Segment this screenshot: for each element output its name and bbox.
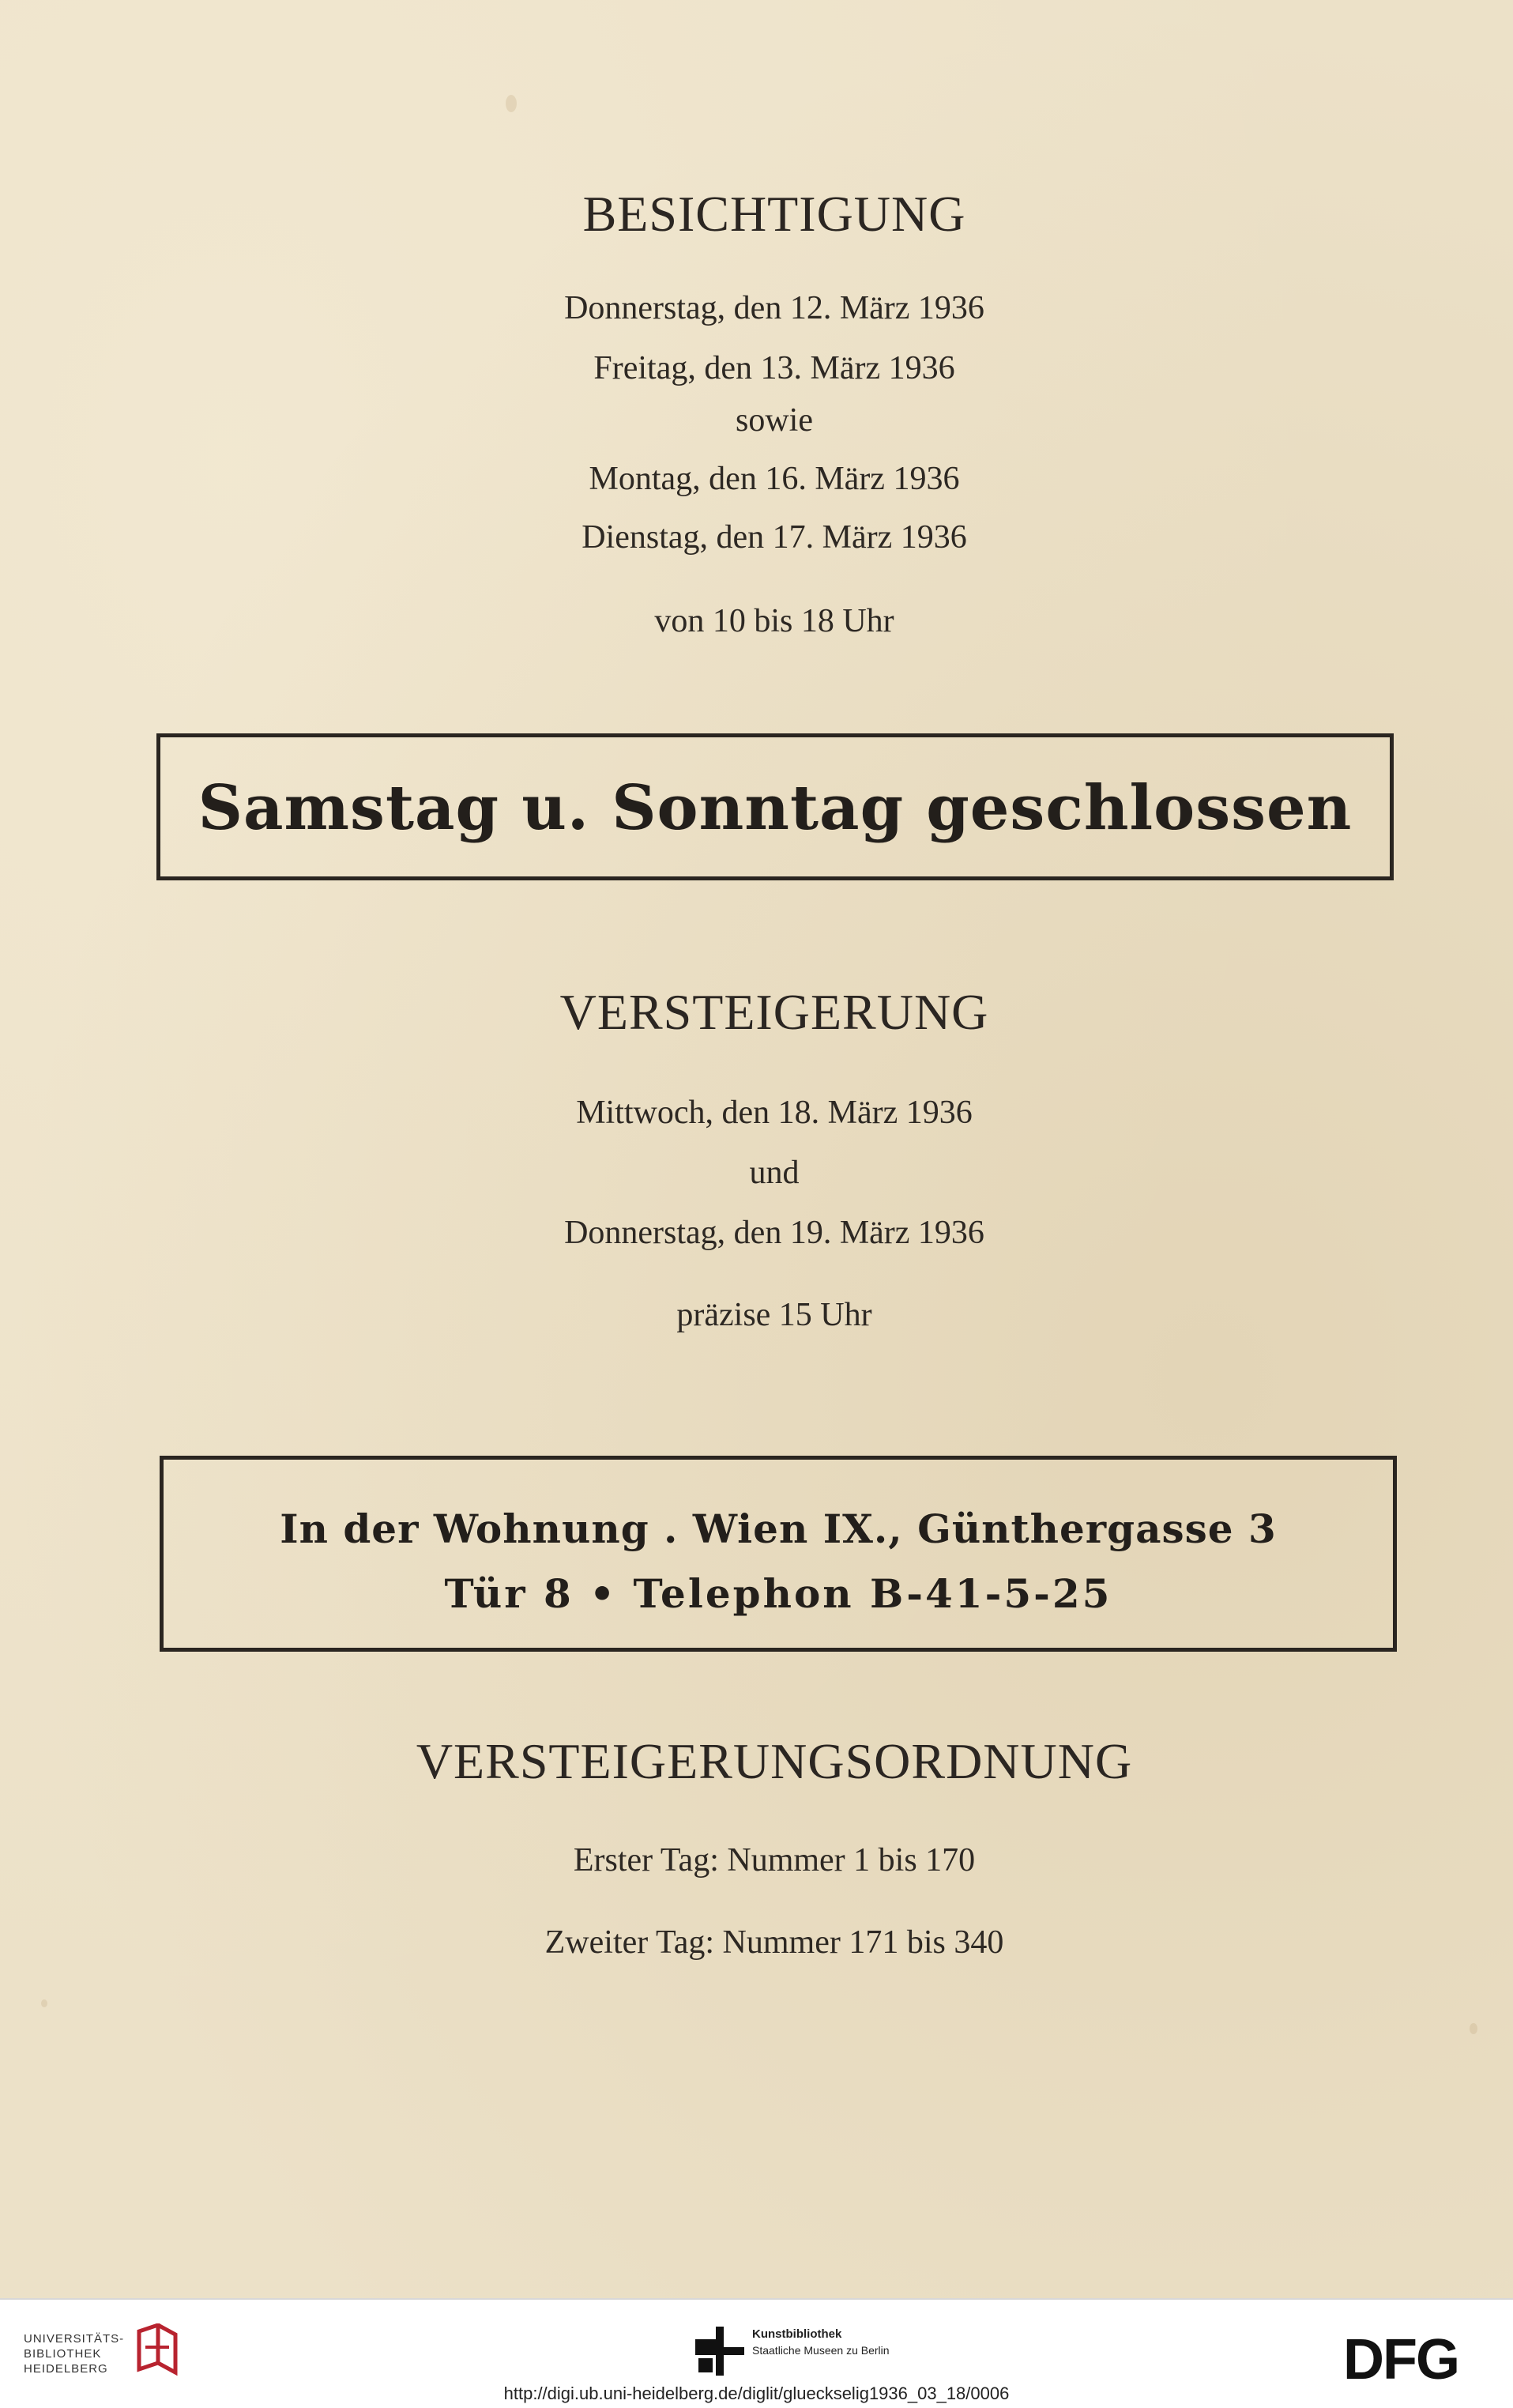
paper-stain [506,95,517,112]
auction-heading: VERSTEIGERUNG [559,984,989,1040]
university-line-3: HEIDELBERG [24,2362,108,2376]
svg-text:DFG: DFG [1343,2333,1458,2385]
closed-notice-box [156,733,1394,880]
university-library-name [24,2331,124,2376]
closed-notice-text: Samstag u. Sonntag geschlossen [198,772,1353,844]
kunstbibliothek-label [752,2327,890,2358]
order-day-1: Erster Tag: Nummer 1 bis 170 [573,1842,976,1879]
viewing-conjunction: sowie [736,402,813,439]
kunstbibliothek-logo-icon [692,2323,747,2379]
source-url: http://digi.ub.uni-heidelberg.de/diglit/glueckselig1936_03_18/0006 [503,2384,1010,2403]
viewing-date-2: Freitag, den 13. März 1936 [593,350,955,386]
university-line-2: BIBLIOTHEK [24,2347,102,2361]
location-box [160,1456,1397,1652]
university-logo-icon [134,2323,180,2380]
kunstbibliothek-title: Kunstbibliothek [752,2327,842,2341]
kunstbibliothek-subtitle: Staatliche Museen zu Berlin [752,2344,890,2357]
auction-time: präzise 15 Uhr [676,1297,872,1333]
footer-divider [0,2298,1513,2300]
viewing-date-4: Dienstag, den 17. März 1936 [581,519,967,556]
location-phone: Tür 8 • Telephon B-41-5-25 [444,1570,1112,1617]
viewing-heading: BESICHTIGUNG [582,186,966,242]
viewing-hours: von 10 bis 18 Uhr [654,603,894,639]
library-footer [0,2298,1513,2408]
dfg-logo-icon [1343,2333,1493,2385]
auction-date-1: Mittwoch, den 18. März 1936 [576,1095,973,1131]
paper-stain [1470,2023,1477,2034]
order-day-2: Zweiter Tag: Nummer 171 bis 340 [544,1924,1004,1961]
viewing-date-1: Donnerstag, den 12. März 1936 [564,290,984,326]
auction-conjunction: und [749,1155,800,1191]
university-line-1: UNIVERSITÄTS- [24,2332,125,2346]
order-heading: VERSTEIGERUNGSORDNUNG [416,1733,1133,1789]
viewing-date-3: Montag, den 16. März 1936 [589,461,960,497]
paper-stain [41,1999,47,2007]
location-address: In der Wohnung . Wien IX., Günthergasse 3 [280,1505,1277,1552]
auction-date-2: Donnerstag, den 19. März 1936 [564,1215,984,1251]
